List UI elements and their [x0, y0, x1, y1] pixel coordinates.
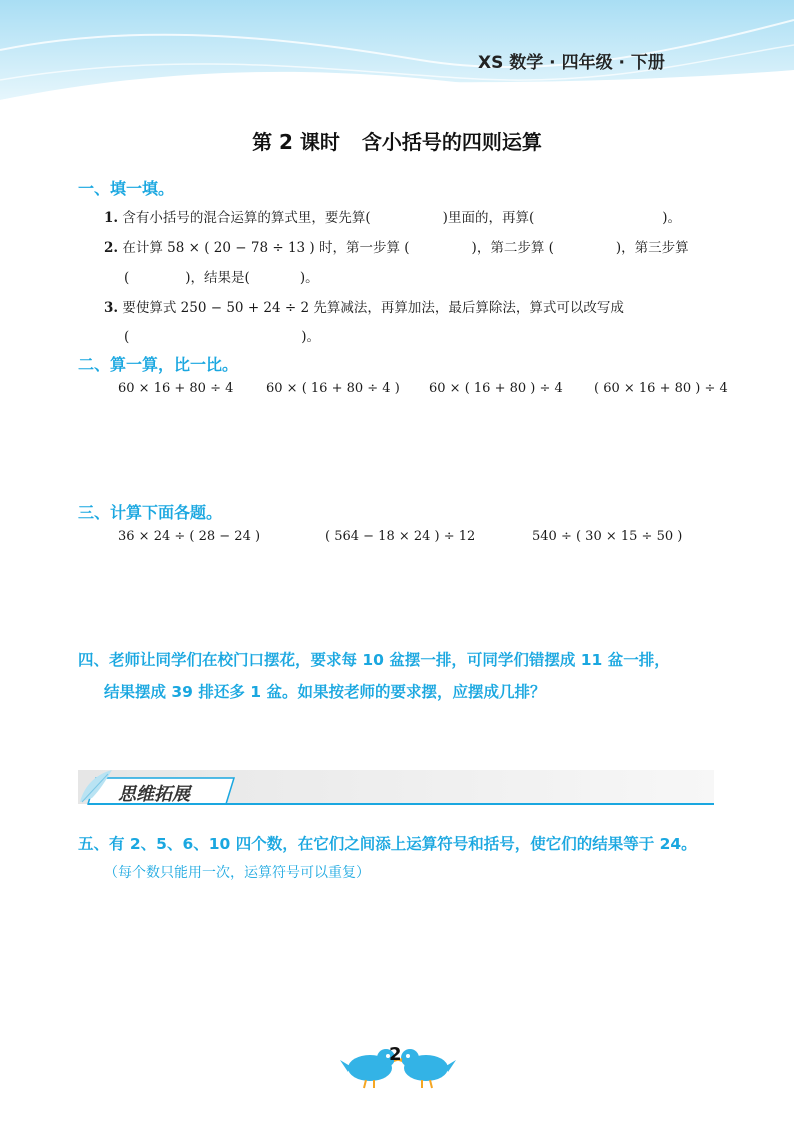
header-title: XS 数学 · 四年级 · 下册 — [478, 53, 665, 73]
question-text: )。 — [301, 329, 321, 345]
section2-heading: 二、算一算，比一比。 — [78, 355, 239, 374]
page-title — [0, 126, 794, 155]
question-text: )，第二步算 ( — [471, 240, 554, 256]
question-2 — [104, 236, 689, 256]
section3-heading: 三、计算下面各题。 — [78, 503, 223, 522]
question-text: 含有小括号的混合运算的算式里，要先算( — [122, 210, 371, 226]
section5-line1: 五、有 2、5、6、10 四个数，在它们之间添上运算符号和括号，使它们的结果等于 24。 — [78, 835, 697, 853]
header-banner — [0, 0, 794, 110]
question-text: )。 — [299, 270, 319, 286]
question-text: ( — [124, 329, 130, 345]
expression: 60 × 16 + 80 ÷ 4 — [118, 381, 234, 396]
question-2-line2 — [124, 266, 319, 286]
question-text: ( — [124, 270, 130, 286]
section5-note: （每个数只能用一次，运算符号可以重复） — [104, 865, 370, 881]
question-3-line2 — [124, 325, 320, 345]
expression: ( 564 − 18 × 24 ) ÷ 12 — [325, 529, 476, 544]
question-text: )，结果是( — [185, 270, 250, 286]
question-3 — [104, 296, 624, 316]
question-text: )里面的，再算( — [442, 210, 535, 226]
question-text: )，第三步算 — [615, 240, 689, 256]
question-number: 1. — [104, 210, 119, 226]
expression: 60 × ( 16 + 80 ÷ 4 ) — [266, 381, 400, 396]
question-text: )。 — [662, 210, 681, 226]
section1-heading: 一、填一填。 — [78, 179, 175, 198]
question-text: 要使算式 250 − 50 + 24 ÷ 2 先算减法，再算加法，最后算除法，算式可以改写成 — [122, 300, 624, 316]
question-number: 2. — [104, 240, 119, 256]
section4-line1: 四、老师让同学们在校门口摆花，要求每 10 盆摆一排，可同学们错摆成 11 盆一排， — [78, 651, 670, 669]
expression: 60 × ( 16 + 80 ) ÷ 4 — [429, 381, 563, 396]
page-number: 2 — [389, 1044, 402, 1065]
question-1 — [104, 206, 681, 226]
lesson-number: 第 2 课时 — [252, 130, 340, 154]
expression: ( 60 × 16 + 80 ) ÷ 4 — [594, 381, 728, 396]
lesson-name: 含小括号的四则运算 — [361, 130, 542, 154]
expression: 540 ÷ ( 30 × 15 ÷ 50 ) — [532, 529, 683, 544]
section4-line2: 结果摆成 39 排还多 1 盆。如果按老师的要求摆，应摆成几排？ — [104, 683, 546, 701]
expression: 36 × 24 ÷ ( 28 − 24 ) — [118, 529, 261, 544]
question-text: 在计算 58 × ( 20 − 78 ÷ 13 ) 时，第一步算 ( — [122, 240, 410, 256]
question-number: 3. — [104, 300, 119, 316]
extension-label: 思维拓展 — [118, 784, 190, 805]
